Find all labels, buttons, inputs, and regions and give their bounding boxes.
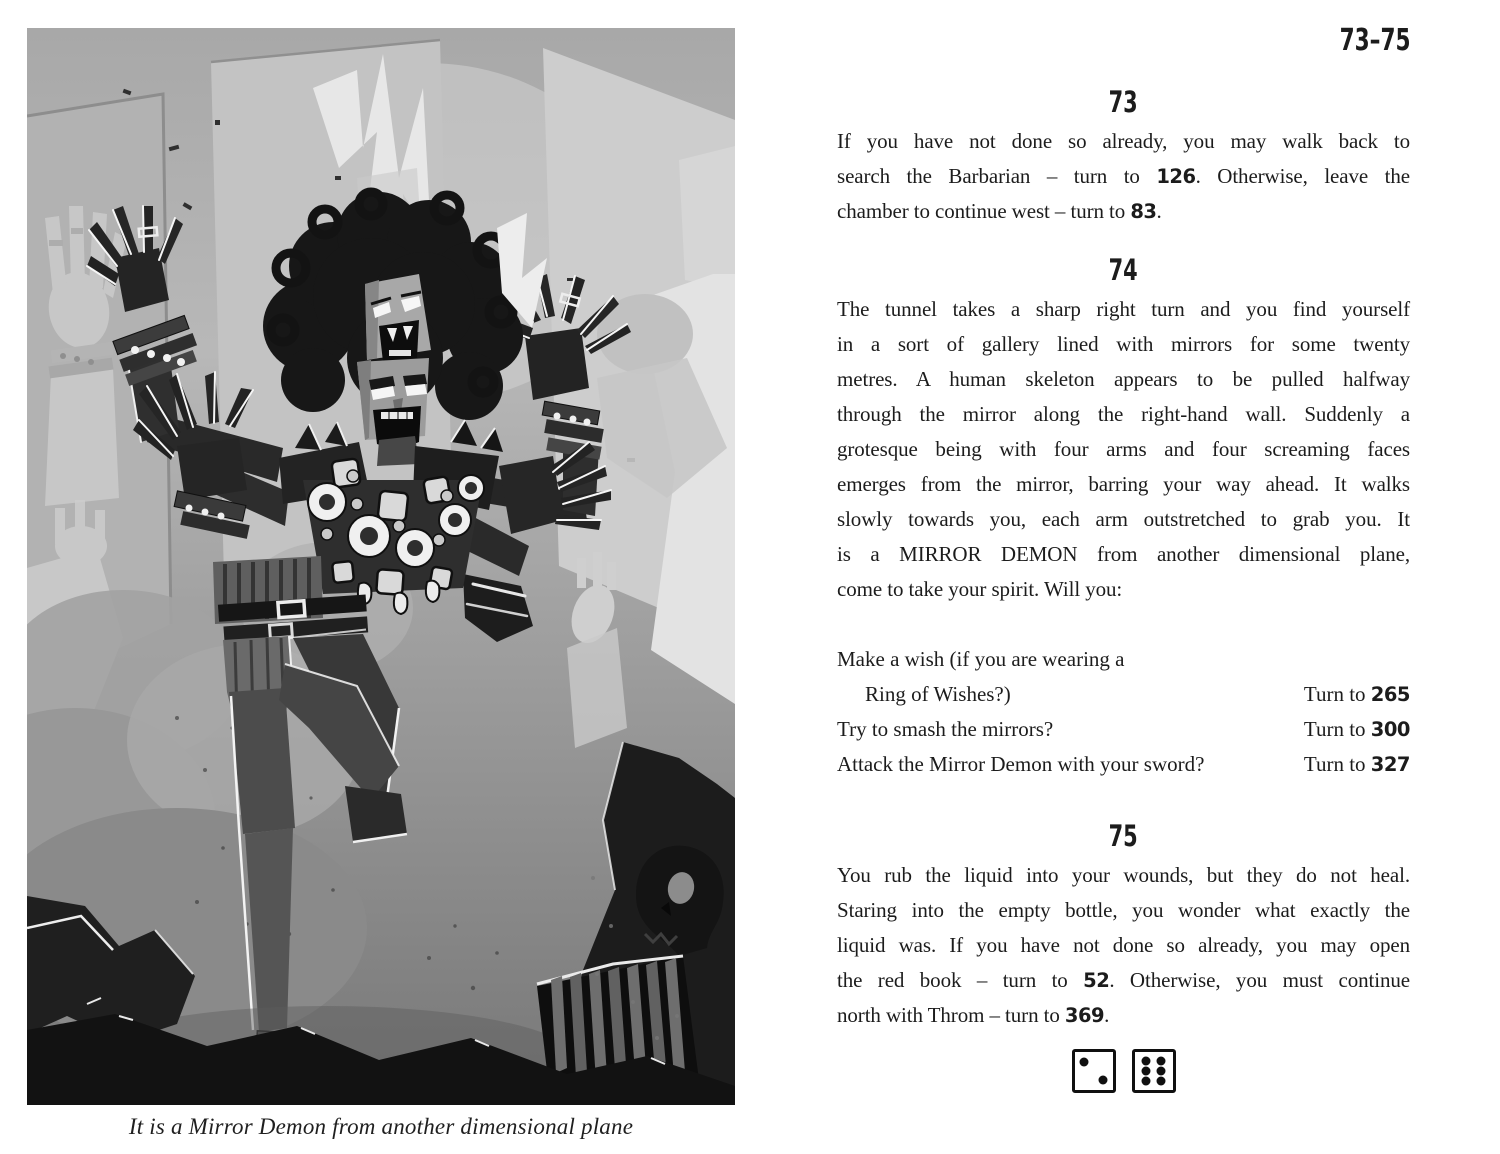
choice-text: Make a wish (if you are wearing a <box>837 647 1125 671</box>
die-pip <box>1157 1057 1166 1066</box>
die-pip <box>1141 1076 1150 1085</box>
section-number: 75 <box>1108 819 1139 853</box>
body-line: emerges from the mirror, barring your way ahead. It walks <box>837 472 1410 496</box>
section-75 <box>837 819 1410 1093</box>
die-showing-6 <box>1132 1049 1176 1093</box>
body-line: through the mirror along the right-hand wall. Suddenly a <box>837 402 1410 426</box>
dice-row <box>837 1049 1410 1093</box>
section-body <box>837 292 1410 607</box>
body-line: slowly towards you, each arm outstretched to grab you. It <box>837 507 1410 531</box>
choice-list <box>837 642 1410 782</box>
turn-number: 327 <box>1370 753 1410 776</box>
choice-row <box>837 747 1410 782</box>
body-line: search the Barbarian – turn to 126. Otherwise, leave the <box>837 164 1410 188</box>
running-head: 73–75 <box>1339 23 1410 58</box>
die-pip <box>1098 1076 1107 1085</box>
body-line: north with Throm – turn to 369. <box>837 1003 1110 1027</box>
section-74 <box>837 253 1410 782</box>
body-line: grotesque being with four arms and four screaming faces <box>837 437 1410 461</box>
section-heading <box>837 253 1410 287</box>
section-reference-number: 52 <box>1083 969 1110 992</box>
mirror-demon-illustration <box>27 28 735 1105</box>
die-pip <box>1141 1067 1150 1076</box>
section-heading <box>837 85 1410 119</box>
body-line: The tunnel takes a sharp right turn and you find yourself <box>837 297 1410 321</box>
left-page <box>27 28 735 1140</box>
turn-number: 300 <box>1370 718 1410 741</box>
body-line: come to take your spirit. Will you: <box>837 577 1123 601</box>
die-pip <box>1080 1057 1089 1066</box>
section-body <box>837 858 1410 1033</box>
body-line: in a sort of gallery lined with mirrors for some twenty <box>837 332 1410 356</box>
body-line: You rub the liquid into your wounds, but they do not heal. <box>837 863 1410 887</box>
body-line: liquid was. If you have not done so already, you may open <box>837 933 1410 957</box>
section-heading <box>837 819 1410 853</box>
die-showing-2 <box>1072 1049 1116 1093</box>
turn-number: 265 <box>1370 683 1410 706</box>
die-pip <box>1157 1076 1166 1085</box>
right-page <box>837 0 1410 1154</box>
choice-row <box>837 677 1410 712</box>
section-reference-number: 126 <box>1156 165 1196 188</box>
body-line: chamber to continue west – turn to 83. <box>837 199 1162 223</box>
section-body <box>837 124 1410 229</box>
lower-face <box>357 358 429 448</box>
demon-neck <box>377 436 419 466</box>
turn-reference: Turn to 265 <box>1303 682 1410 706</box>
section-reference-number: 83 <box>1130 200 1157 223</box>
section-reference-number: 369 <box>1064 1004 1105 1027</box>
section-number: 74 <box>1108 253 1139 287</box>
section-number: 73 <box>1108 85 1139 119</box>
body-line: If you have not done so already, you may walk back to <box>837 129 1410 153</box>
body-line: Staring into the empty bottle, you wonder what exactly the <box>837 898 1410 922</box>
illustration-caption: It is a Mirror Demon from another dimensional plane <box>128 1114 634 1139</box>
choice-text: Ring of Wishes?) <box>865 682 1011 706</box>
choice-row <box>837 642 1410 677</box>
choice-text: Try to smash the mirrors? <box>837 717 1054 741</box>
choice-text: Attack the Mirror Demon with your sword? <box>837 752 1205 776</box>
body-line: metres. A human skeleton appears to be pulled halfway <box>837 367 1410 391</box>
body-line: is a MIRROR DEMON from another dimensional plane, <box>837 542 1410 566</box>
body-line: the red book – turn to 52. Otherwise, you must continue <box>837 968 1410 992</box>
turn-reference: Turn to 300 <box>1303 717 1410 741</box>
turn-reference: Turn to 327 <box>1303 752 1410 776</box>
die-pip <box>1141 1057 1150 1066</box>
choice-row <box>837 712 1410 747</box>
die-pip <box>1157 1067 1166 1076</box>
section-73 <box>837 85 1410 229</box>
